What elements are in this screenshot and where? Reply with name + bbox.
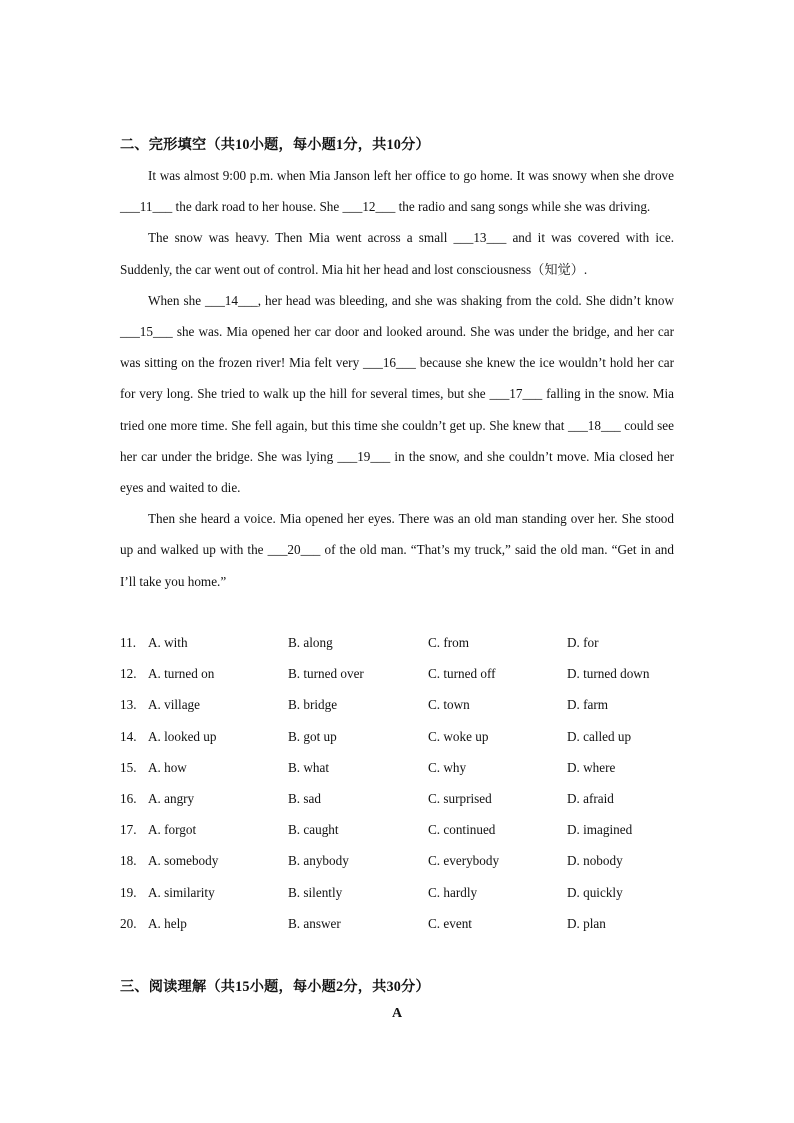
question-number: 20. <box>120 915 137 931</box>
question-number: 13. <box>120 697 137 713</box>
question-row <box>120 689 680 720</box>
option-d: D. plan <box>567 915 606 931</box>
option-d: D. called up <box>567 728 632 744</box>
option-b: B. sad <box>288 790 321 806</box>
section-2-heading: 二、完形填空（共10小题，每小题1分，共10分） <box>120 137 430 153</box>
option-b: B. bridge <box>288 697 338 713</box>
option-b: B. caught <box>288 822 339 838</box>
option-c: C. town <box>428 697 470 713</box>
option-d: D. imagined <box>567 822 633 838</box>
question-number: 14. <box>120 728 137 744</box>
question-number: 16. <box>120 790 137 806</box>
option-b: B. turned over <box>288 666 364 682</box>
option-d: D. for <box>567 635 599 650</box>
option-a: A. angry <box>148 790 195 806</box>
option-c: C. continued <box>428 822 496 838</box>
option-d: D. afraid <box>567 790 614 806</box>
passage-label: A <box>391 1006 403 1021</box>
question-number: 19. <box>120 884 137 900</box>
option-c: C. hardly <box>428 884 478 900</box>
option-a: A. turned on <box>148 666 215 682</box>
option-b: B. got up <box>288 728 337 744</box>
cloze-passage <box>120 160 674 597</box>
option-c: C. everybody <box>428 853 500 869</box>
option-c: C. why <box>428 759 467 775</box>
option-a: A. how <box>148 759 187 775</box>
section-3-heading: 三、阅读理解（共15小题，每小题2分，共30分） <box>120 979 430 995</box>
question-row <box>120 752 680 783</box>
option-a: A. forgot <box>148 822 197 838</box>
passage-paragraph: When she ___14___, her head was bleeding, and she was shaking from the cold. She didn’t know ___15___ she was. Mia opened her car door and looked around. She was under the bridge, and her car was sitting on the frozen river! Mia felt very ___16___ because she knew the ice wouldn’t hold her car for very long. She tried to walk up the hill for several times, but she ___17___ falling in the snow. Mia tried one more time. She fell again, but this time she couldn’t get up. She knew that ___18___ could see her car under the bridge. She was lying ___19___ in the snow, and she couldn’t move. Mia closed her eyes and waited to die. <box>120 292 674 496</box>
option-d: D. turned down <box>567 666 650 682</box>
option-a: A. village <box>148 697 201 713</box>
option-b: B. what <box>288 759 330 775</box>
option-b: B. answer <box>288 915 341 931</box>
question-number: 15. <box>120 759 137 775</box>
option-a: A. with <box>148 635 188 650</box>
option-b: B. anybody <box>288 853 349 869</box>
option-a: A. somebody <box>148 853 219 869</box>
option-d: D. nobody <box>567 853 623 869</box>
question-number: 17. <box>120 822 137 838</box>
passage-paragraph: Then she heard a voice. Mia opened her eyes. There was an old man standing over her. She stood up and walked up with the ___20___ of the old man. “That’s my truck,” said the old man. “Get in and I’ll take you home.” <box>120 511 674 589</box>
option-a: A. looked up <box>148 728 217 744</box>
option-d: D. where <box>567 759 616 775</box>
option-c: C. from <box>428 635 470 650</box>
option-a: A. similarity <box>148 884 215 900</box>
passage-paragraph: The snow was heavy. Then Mia went across a small ___13___ and it was covered with ice. Suddenly, the car went out of control. Mia hit her head and lost consciousness（知觉）. <box>120 230 674 277</box>
question-number: 12. <box>120 666 137 682</box>
passage-paragraph: It was almost 9:00 p.m. when Mia Janson left her office to go home. It was snowy when she drove ___11___ the dark road to her house. She ___12___ the radio and sang songs while she was driving. <box>120 168 674 215</box>
option-c: C. surprised <box>428 790 492 806</box>
question-row <box>120 877 680 908</box>
option-d: D. quickly <box>567 884 623 900</box>
question-row <box>120 908 680 939</box>
option-c: C. turned off <box>428 666 496 682</box>
question-row <box>120 627 680 658</box>
option-d: D. farm <box>567 697 609 713</box>
option-c: C. woke up <box>428 728 489 744</box>
question-row <box>120 814 680 845</box>
option-c: C. event <box>428 915 472 931</box>
question-row <box>120 721 680 752</box>
question-number: 18. <box>120 853 137 869</box>
option-b: B. silently <box>288 884 343 900</box>
answer-options <box>120 627 680 939</box>
question-row <box>120 783 680 814</box>
question-number: 11. <box>120 635 136 650</box>
option-b: B. along <box>288 635 333 650</box>
option-a: A. help <box>148 915 187 931</box>
question-row <box>120 845 680 876</box>
question-row <box>120 658 680 689</box>
